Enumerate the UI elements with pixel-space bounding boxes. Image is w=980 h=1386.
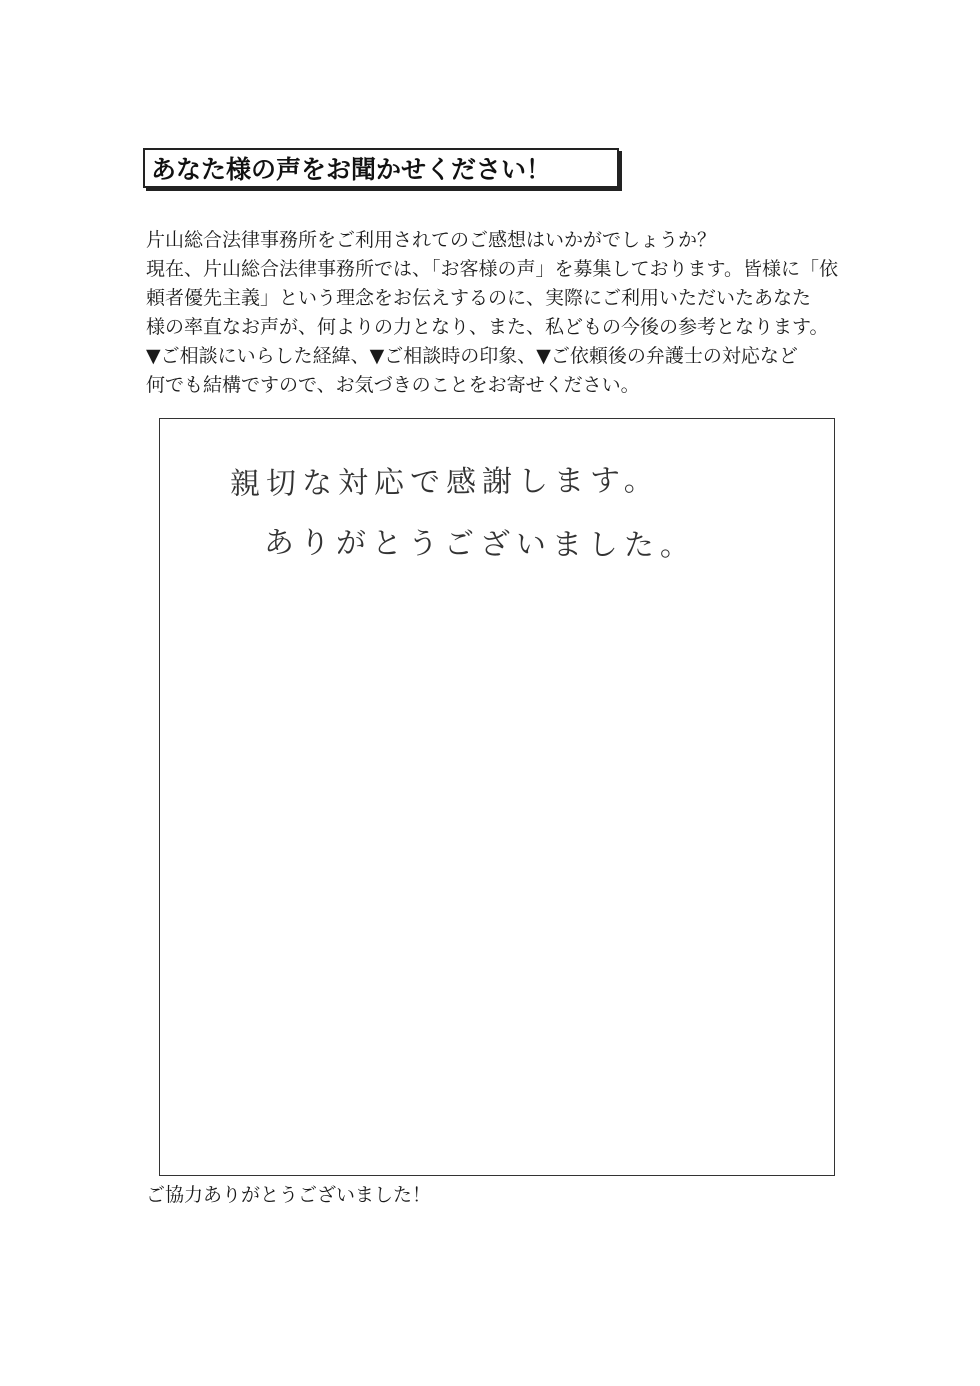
footer-thanks: ご協力ありがとうございました！: [146, 1184, 432, 1206]
handwritten-line: ありがとうございました。: [263, 525, 697, 564]
intro-line: 頼者優先主義」という理念をお伝えするのに、実際にご利用いただいたあなた: [146, 287, 812, 309]
intro-line: 様の率直なお声が、何よりの力となり、また、私どもの今後の参考となります。: [146, 316, 829, 338]
intro-paragraph: [146, 226, 856, 400]
intro-line: 現在、片山総合法律事務所では、「お客様の声」を募集しております。皆様に「依: [146, 258, 838, 280]
intro-line: ▼ご相談にいらした経緯、▼ご相談時の印象、▼ご依頼後の弁護士の対応など: [146, 345, 798, 367]
page-title: あなた様の声をお聞かせください！: [151, 155, 552, 184]
title-banner: [143, 148, 619, 188]
handwritten-line: 親切な対応で感謝します。: [229, 463, 660, 502]
intro-line: 片山総合法律事務所をご利用されてのご感想はいかがでしょうか？: [146, 229, 717, 251]
intro-line: 何でも結構ですので、お気づきのことをお寄せください。: [146, 374, 640, 396]
answer-box: [159, 418, 835, 1176]
